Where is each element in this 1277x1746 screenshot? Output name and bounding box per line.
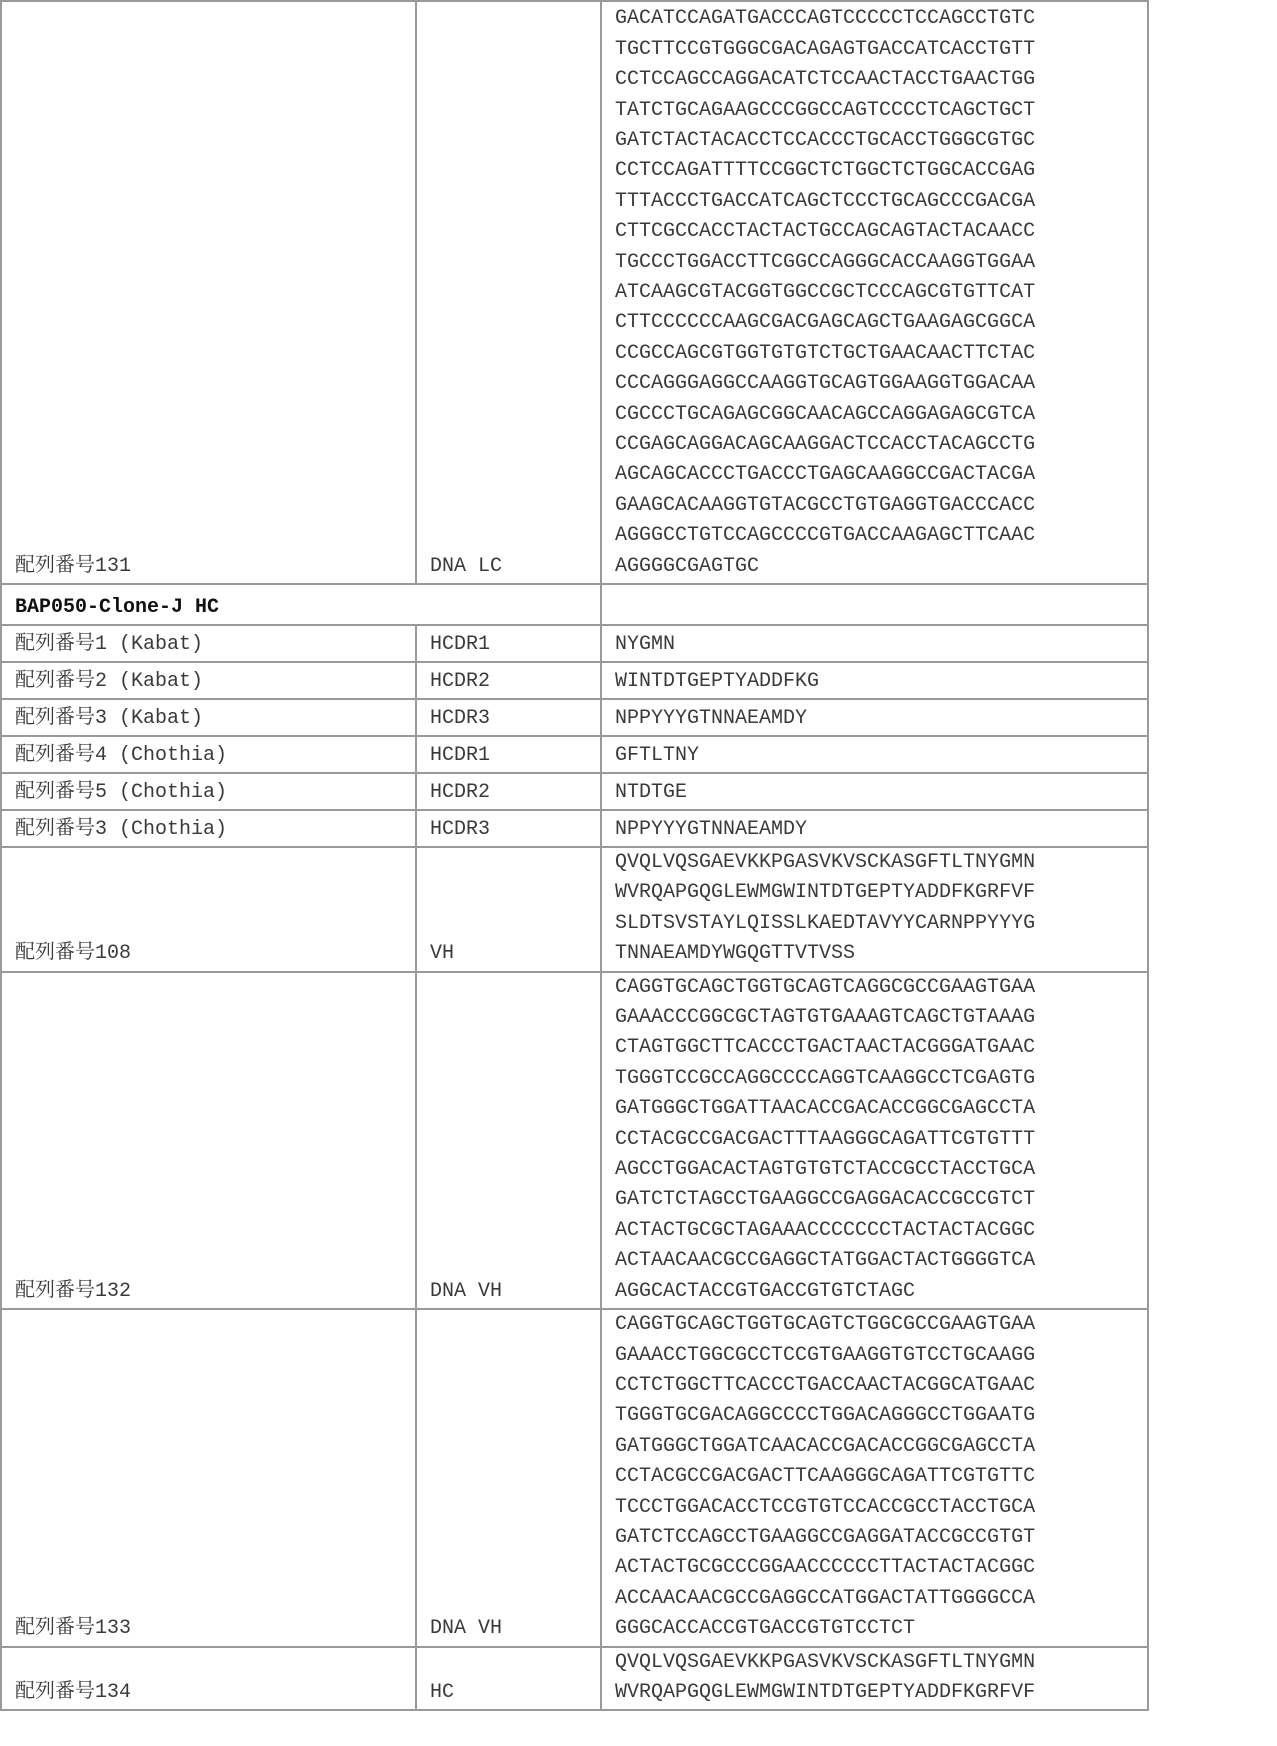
sequence-cell: NPPYYYGTNNAEAMDY <box>601 810 1148 847</box>
table-row <box>1 736 1148 773</box>
seq-type-cell: DNA VH <box>416 972 601 1309</box>
section-header-row <box>1 584 1148 625</box>
seq-id-cell <box>1 972 416 1309</box>
sequence-cell: NYGMN <box>601 625 1148 662</box>
seq-id-prefix: 配列番号 <box>15 777 95 802</box>
seq-id-prefix: 配列番号 <box>15 629 95 654</box>
seq-id-number: 134 <box>95 1680 132 1704</box>
sequence-cell: CAGGTGCAGCTGGTGCAGTCAGGCGCCGAAGTGAA GAAACCCGGCGCTAGTGTGAAAGTCAGCTGTAAAG CTAGTGGCTTCACCCTGACTAACTACGGGATGAAC TGGGTCCGCCAGGCCCCAGGTCAAGGCCTCGAGTG GATGGGCTGGATTAACACCGACACCGGCGAGCCTA CCTACGCCGACGACTTTAAGGGCAGATTCGTGTTT AGCCTGGACACTAGTGTGTCTACCGCCTACCTGCA GATCTCTAGCCTGAAGGCCGAGGACACCGCCGTCT ACTACTGCGCTAGAAACCCCCCCTACTACTACGGC ACTAACAACGCCGAGGCTATGGACTACTGGGGTCA AGGCACTACCGTGACCGTGTCTAGC <box>601 972 1148 1309</box>
sequence-cell: NTDTGE <box>601 773 1148 810</box>
seq-type-cell: HCDR1 <box>416 625 601 662</box>
table-row <box>1 699 1148 736</box>
seq-type-cell: DNA LC <box>416 1 601 584</box>
seq-type-cell: VH <box>416 847 601 972</box>
seq-id-cell <box>1 847 416 972</box>
seq-type-cell: HCDR2 <box>416 773 601 810</box>
seq-id-number: 1 (Kabat) <box>95 632 204 656</box>
seq-id-prefix: 配列番号 <box>15 740 95 765</box>
sequence-cell: QVQLVQSGAEVKKPGASVKVSCKASGFTLTNYGMN WVRQAPGQGLEWMGWINTDTGEPTYADDFKGRFVF SLDTSVSTAYLQISSLKAEDTAVYYCARNPPYYYG TNNAEAMDYWGQGTTVTVSS <box>601 847 1148 972</box>
table-row <box>1 810 1148 847</box>
seq-id-number: 133 <box>95 1617 132 1641</box>
seq-id-prefix: 配列番号 <box>15 814 95 839</box>
seq-id-number: 132 <box>95 1279 132 1303</box>
seq-id-number: 131 <box>95 554 132 578</box>
seq-id-cell <box>1 699 416 736</box>
seq-id-cell <box>1 1 416 584</box>
seq-id-prefix: 配列番号 <box>15 666 95 691</box>
seq-id-number: 2 (Kabat) <box>95 669 204 693</box>
seq-id-number: 4 (Chothia) <box>95 743 228 767</box>
table-row <box>1 972 1148 1309</box>
seq-id-cell <box>1 773 416 810</box>
table-row <box>1 1309 1148 1646</box>
table-row <box>1 662 1148 699</box>
sequence-cell: GACATCCAGATGACCCAGTCCCCCTCCAGCCTGTC TGCTTCCGTGGGCGACAGAGTGACCATCACCTGTT CCTCCAGCCAGGACATCTCCAACTACCTGAACTGG TATCTGCAGAAGCCCGGCCAGTCCCCTCAGCTGCT GATCTACTACACCTCCACCCTGCACCTGGGCGTGC CCTCCAGATTTTCCGGCTCTGGCTCTGGCACCGAG TTTACCCTGACCATCAGCTCCCTGCAGCCCGACGA CTTCGCCACCTACTACTGCCAGCAGTACTACAACC TGCCCTGGACCTTCGGCCAGGGCACCAAGGTGGAA ATCAAGCGTACGGTGGCCGCTCCCAGCGTGTTCAT CTTCCCCCCAAGCGACGAGCAGCTGAAGAGCGGCA CCGCCAGCGTGGTGTGTCTGCTGAACAACTTCTAC CCCAGGGAGGCCAAGGTGCAGTGGAAGGTGGACAA CGCCCTGCAGAGCGGCAACAGCCAGGAGAGCGTCA CCGAGCAGGACAGCAAGGACTCCACCTACAGCCTG AGCAGCACCCTGACCCTGAGCAAGGCCGACTACGA GAAGCACAAGGTGTACGCCTGTGAGGTGACCCACC AGGGCCTGTCCAGCCCCGTGACCAAGAGCTTCAAC AGGGGCGAGTGC <box>601 1 1148 584</box>
sequence-cell: QVQLVQSGAEVKKPGASVKVSCKASGFTLTNYGMN WVRQAPGQGLEWMGWINTDTGEPTYADDFKGRFVF <box>601 1647 1148 1711</box>
sequence-cell: CAGGTGCAGCTGGTGCAGTCTGGCGCCGAAGTGAA GAAACCTGGCGCCTCCGTGAAGGTGTCCTGCAAGG CCTCTGGCTTCACCCTGACCAACTACGGCATGAAC TGGGTGCGACAGGCCCCTGGACAGGGCCTGGAATG GATGGGCTGGATCAACACCGACACCGGCGAGCCTA CCTACGCCGACGACTTCAAGGGCAGATTCGTGTTC TCCCTGGACACCTCCGTGTCCACCGCCTACCTGCA GATCTCCAGCCTGAAGGCCGAGGATACCGCCGTGT ACTACTGCGCCCGGAACCCCCCTTACTACTACGGC ACCAACAACGCCGAGGCCATGGACTATTGGGGCCA GGGCACCACCGTGACCGTGTCCTCT <box>601 1309 1148 1646</box>
table-row <box>1 1 1148 584</box>
seq-id-number: 3 (Kabat) <box>95 706 204 730</box>
table-row <box>1 1647 1148 1711</box>
seq-id-number: 108 <box>95 942 132 966</box>
seq-id-prefix: 配列番号 <box>15 1614 95 1639</box>
sequence-cell: NPPYYYGTNNAEAMDY <box>601 699 1148 736</box>
seq-type-cell: HCDR2 <box>416 662 601 699</box>
seq-id-number: 3 (Chothia) <box>95 817 228 841</box>
seq-type-cell: DNA VH <box>416 1309 601 1646</box>
seq-type-cell: HC <box>416 1647 601 1711</box>
seq-id-prefix: 配列番号 <box>15 1677 95 1702</box>
seq-id-prefix: 配列番号 <box>15 703 95 728</box>
seq-id-prefix: 配列番号 <box>15 551 95 576</box>
seq-id-cell <box>1 625 416 662</box>
seq-id-prefix: 配列番号 <box>15 939 95 964</box>
seq-id-cell <box>1 662 416 699</box>
sequence-cell: WINTDTGEPTYADDFKG <box>601 662 1148 699</box>
empty-cell <box>601 584 1148 625</box>
table-row <box>1 625 1148 662</box>
seq-id-number: 5 (Chothia) <box>95 780 228 804</box>
seq-id-cell <box>1 736 416 773</box>
seq-type-cell: HCDR1 <box>416 736 601 773</box>
seq-id-cell <box>1 1309 416 1646</box>
sequence-cell: GFTLTNY <box>601 736 1148 773</box>
table-row <box>1 773 1148 810</box>
seq-id-cell <box>1 810 416 847</box>
seq-type-cell: HCDR3 <box>416 810 601 847</box>
section-header: BAP050-Clone-J HC <box>1 584 601 625</box>
seq-type-cell: HCDR3 <box>416 699 601 736</box>
table-row <box>1 847 1148 972</box>
seq-id-cell <box>1 1647 416 1711</box>
seq-id-prefix: 配列番号 <box>15 1276 95 1301</box>
